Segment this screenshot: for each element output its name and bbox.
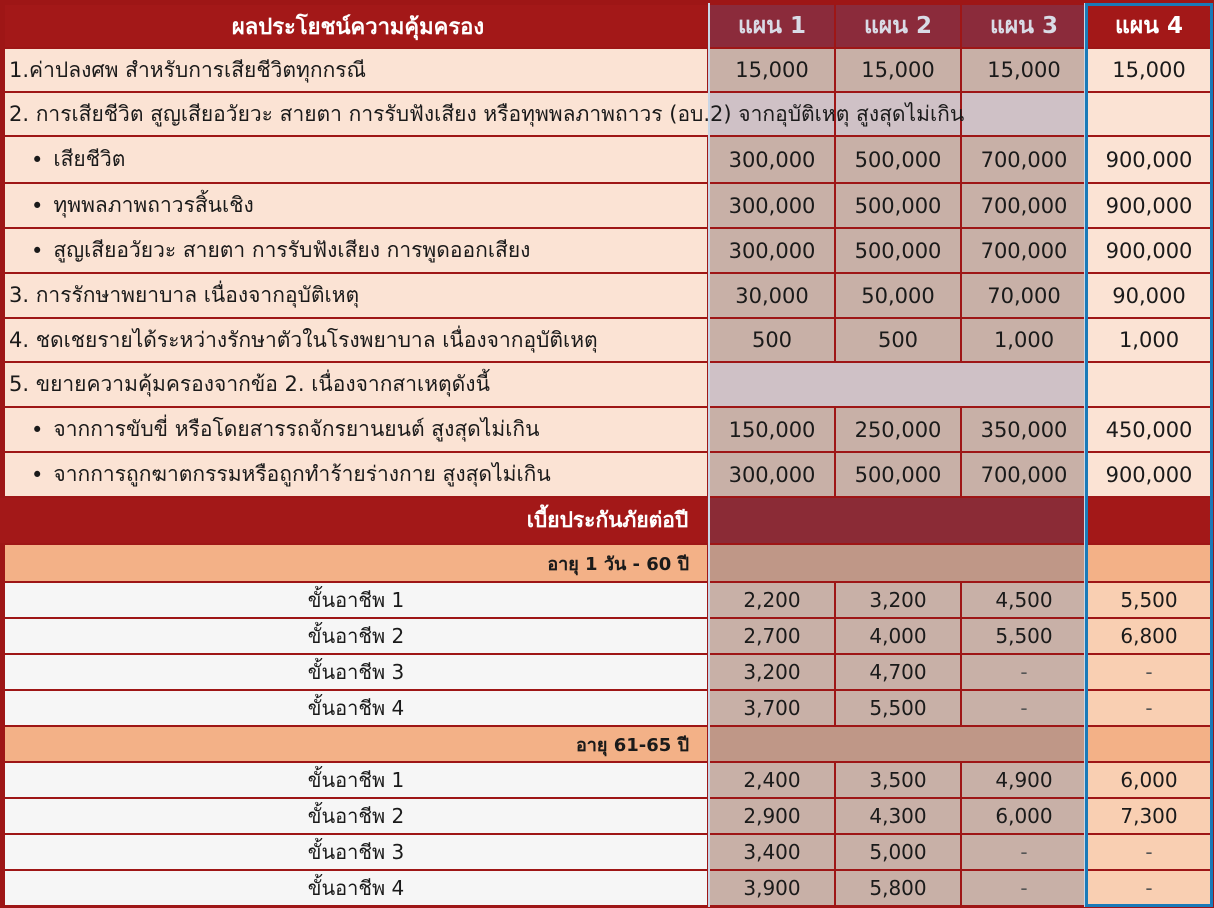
plan-1-value: 300,000 — [710, 184, 834, 227]
plan-1-premium: 3,700 — [710, 691, 834, 725]
plan-1-3-empty — [710, 727, 1086, 761]
benefit-row — [0, 319, 1214, 361]
plan-3-value: 700,000 — [962, 229, 1086, 272]
plan-1-value: 300,000 — [710, 229, 834, 272]
plan-4-empty — [1088, 727, 1210, 761]
premium-row — [0, 763, 1214, 797]
plan-1-premium: 3,900 — [710, 871, 834, 905]
plan-2-premium: 3,200 — [836, 583, 960, 617]
plan-4-value: 1,000 — [1088, 319, 1210, 361]
plan-4-value: 450,000 — [1088, 408, 1210, 451]
premium-row — [0, 871, 1214, 905]
plan-1-3-empty — [710, 545, 1086, 581]
plan-4-value — [1088, 363, 1210, 406]
bullet-icon: • — [31, 147, 44, 172]
bullet-icon: • — [31, 417, 44, 442]
plan-3-premium: 4,900 — [962, 763, 1086, 797]
plan-3-premium: - — [962, 835, 1086, 869]
occupation-class-label: ขั้นอาชีพ 4 — [5, 691, 707, 725]
occupation-class-label: ขั้นอาชีพ 1 — [5, 583, 707, 617]
benefit-row — [0, 408, 1214, 451]
premium-section-header — [0, 498, 1214, 543]
plan-2-premium: 4,300 — [836, 799, 960, 833]
premium-row — [0, 691, 1214, 725]
table-title: ผลประโยชน์ความคุ้มครอง — [5, 5, 707, 47]
plan-1-value: 30,000 — [710, 274, 834, 317]
plan-1-premium: 2,400 — [710, 763, 834, 797]
plan-1-header: แผน 1 — [710, 5, 834, 47]
occupation-class-label: ขั้นอาชีพ 2 — [5, 799, 707, 833]
plan-3-header: แผน 3 — [962, 5, 1086, 47]
plan-3-premium: - — [962, 691, 1086, 725]
premium-row — [0, 835, 1214, 869]
plan-1-value: 300,000 — [710, 453, 834, 496]
premium-title: เบี้ยประกันภัยต่อปี — [526, 508, 689, 532]
benefit-label: • เสียชีวิต — [5, 137, 707, 182]
plan-3-value: 700,000 — [962, 453, 1086, 496]
plan-2-premium: 3,500 — [836, 763, 960, 797]
plan-2-header: แผน 2 — [836, 5, 960, 47]
bullet-icon: • — [31, 462, 44, 487]
occupation-class-label: ขั้นอาชีพ 3 — [5, 655, 707, 689]
benefit-row — [0, 229, 1214, 272]
plan-1-value: 15,000 — [710, 49, 834, 91]
plan-4-premium: 6,000 — [1088, 763, 1210, 797]
occupation-class-label: ขั้นอาชีพ 3 — [5, 835, 707, 869]
benefit-label: • ทุพพลภาพถาวรสิ้นเชิง — [5, 184, 707, 227]
table-header-row — [0, 5, 1214, 47]
plan-4-value: 90,000 — [1088, 274, 1210, 317]
benefit-row — [0, 93, 1214, 135]
benefit-label: 5. ขยายความคุ้มครองจากข้อ 2. เนื่องจากสาเหตุดังนี้ — [5, 363, 707, 406]
plan-4-premium: 5,500 — [1088, 583, 1210, 617]
plan-1-premium: 3,400 — [710, 835, 834, 869]
age-group-header — [0, 727, 1214, 761]
plan-2-value: 500,000 — [836, 229, 960, 272]
plan-2-premium: 5,800 — [836, 871, 960, 905]
plan-4-premium: 7,300 — [1088, 799, 1210, 833]
premium-row — [0, 583, 1214, 617]
plan-3-premium: - — [962, 655, 1086, 689]
benefit-row — [0, 453, 1214, 496]
plan-1-value: 500 — [710, 319, 834, 361]
plan-2-value: 500,000 — [836, 453, 960, 496]
plan-3-premium: 5,500 — [962, 619, 1086, 653]
age-group-header — [0, 545, 1214, 581]
plan-3-value: 700,000 — [962, 184, 1086, 227]
benefit-row — [0, 363, 1214, 406]
plan-4-value: 900,000 — [1088, 453, 1210, 496]
age-group-label: อายุ 1 วัน - 60 ปี — [5, 545, 707, 581]
plan-3-value: 70,000 — [962, 274, 1086, 317]
plan-3-premium: 6,000 — [962, 799, 1086, 833]
plan-4-premium: - — [1088, 655, 1210, 689]
plan-2-value: 15,000 — [836, 49, 960, 91]
plan-2-premium: 4,000 — [836, 619, 960, 653]
plan-4-header: แผน 4 — [1088, 5, 1210, 47]
bullet-icon: • — [31, 238, 44, 263]
occupation-class-label: ขั้นอาชีพ 2 — [5, 619, 707, 653]
plan-2-value: 50,000 — [836, 274, 960, 317]
plan-2-premium: 4,700 — [836, 655, 960, 689]
plan-4-empty — [1088, 545, 1210, 581]
benefit-row — [0, 137, 1214, 182]
benefit-label: 1.ค่าปลงศพ สำหรับการเสียชีวิตทุกกรณี — [5, 49, 707, 91]
plan-4-premium: - — [1088, 871, 1210, 905]
plan-3-premium: - — [962, 871, 1086, 905]
plan-2-value: 250,000 — [836, 408, 960, 451]
plan-1-premium: 3,200 — [710, 655, 834, 689]
occupation-class-label: ขั้นอาชีพ 4 — [5, 871, 707, 905]
plan-1-value: 300,000 — [710, 137, 834, 182]
premium-row — [0, 655, 1214, 689]
plan-2-value: 500,000 — [836, 137, 960, 182]
plan-4-value: 900,000 — [1088, 184, 1210, 227]
plan-3-value: 350,000 — [962, 408, 1086, 451]
benefit-label: • จากการถูกฆาตกรรมหรือถูกทำร้ายร่างกาย สูงสุดไม่เกิน — [5, 453, 707, 496]
plan-1-premium: 2,900 — [710, 799, 834, 833]
plan-4-premium: - — [1088, 835, 1210, 869]
plan-3-premium: 4,500 — [962, 583, 1086, 617]
plan-4-value: 900,000 — [1088, 229, 1210, 272]
plan-4-value — [1088, 93, 1210, 135]
plan-4-value: 900,000 — [1088, 137, 1210, 182]
plan-2-premium: 5,000 — [836, 835, 960, 869]
benefit-row — [0, 49, 1214, 91]
benefit-label: • จากการขับขี่ หรือโดยสารรถจักรยานยนต์ สูงสุดไม่เกิน — [5, 408, 707, 451]
plan-3-value: 1,000 — [962, 319, 1086, 361]
plan-3-value: 15,000 — [962, 49, 1086, 91]
age-group-label: อายุ 61-65 ปี — [5, 727, 707, 761]
benefit-row — [0, 274, 1214, 317]
occupation-class-label: ขั้นอาชีพ 1 — [5, 763, 707, 797]
plan-2-premium: 5,500 — [836, 691, 960, 725]
premium-row — [0, 799, 1214, 833]
plan-1-premium: 2,200 — [710, 583, 834, 617]
plan-4-premium: - — [1088, 691, 1210, 725]
plan-4-value: 15,000 — [1088, 49, 1210, 91]
benefit-label: 3. การรักษาพยาบาล เนื่องจากอุบัติเหตุ — [5, 274, 707, 317]
benefit-label: 4. ชดเชยรายได้ระหว่างรักษาตัวในโรงพยาบาล เนื่องจากอุบัติเหตุ — [5, 319, 707, 361]
plan-3-value: 700,000 — [962, 137, 1086, 182]
plan-1-value: 150,000 — [710, 408, 834, 451]
benefit-row — [0, 184, 1214, 227]
premium-row — [0, 619, 1214, 653]
plan-2-value: 500 — [836, 319, 960, 361]
plan-1-premium: 2,700 — [710, 619, 834, 653]
plan-4-premium: 6,800 — [1088, 619, 1210, 653]
benefit-label: 2. การเสียชีวิต สูญเสียอวัยวะ สายตา การรับฟังเสียง หรือทุพพลภาพถาวร (อบ.2) จากอุบัติเหตุ สูงสุดไม่เกิน — [9, 101, 965, 126]
benefit-label: • สูญเสียอวัยวะ สายตา การรับฟังเสียง การพูดออกเสียง — [5, 229, 707, 272]
bullet-icon: • — [31, 193, 44, 218]
plan-1-3-empty — [710, 363, 1086, 406]
plan-2-value: 500,000 — [836, 184, 960, 227]
